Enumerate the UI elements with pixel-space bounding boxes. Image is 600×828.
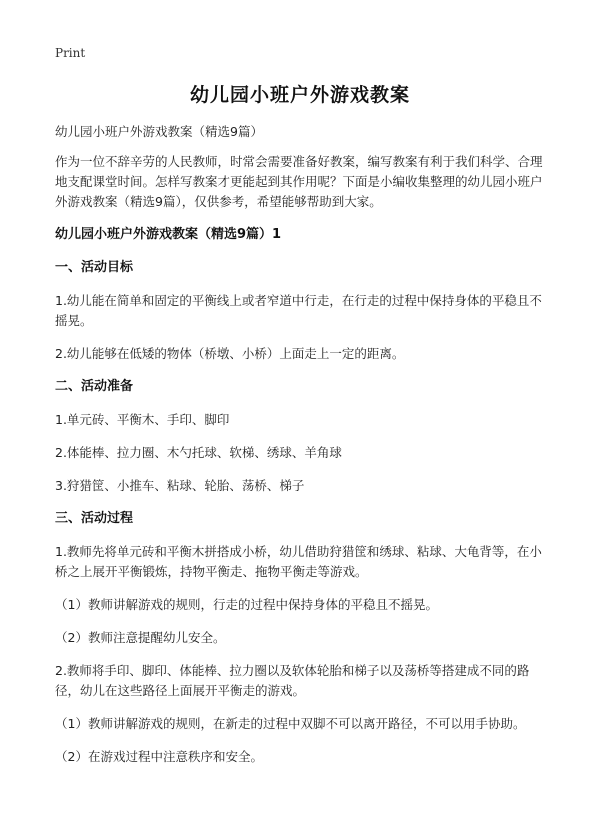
- process-step-1: 1.教师先将单元砖和平衡木拼搭成小桥，幼儿借助狩猎筐和绣球、粘球、大龟背等，在小桥之上展开平衡锻炼，持物平衡走、拖物平衡走等游戏。: [55, 544, 542, 579]
- process-step-2-safety: （2）在游戏过程中注意秩序和安全。: [55, 749, 263, 764]
- prep-item: 1.单元砖、平衡木、手印、脚印: [55, 412, 230, 427]
- document-subtitle: 幼儿园小班户外游戏教案（精选9篇）: [55, 124, 263, 139]
- section-title: 幼儿园小班户外游戏教案（精选9篇）1: [55, 227, 282, 242]
- prep-item: 2.体能棒、拉力圈、木勺托球、软梯、绣球、羊角球: [55, 445, 342, 460]
- intro-paragraph: 作为一位不辞辛劳的人民教师，时常会需要准备好教案，编写教案有利于我们科学、合理地支配课堂时间。怎样写教案才更能起到其作用呢？下面是小编收集整理的幼儿园小班户外游戏教案（精选9篇），仅供参考，希望能够帮助到大家。: [55, 154, 543, 209]
- process-step-2: 2.教师将手印、脚印、体能棒、拉力圈以及软体轮胎和梯子以及荡桥等搭建成不同的路径，幼儿在这些路径上面展开平衡走的游戏。: [55, 663, 530, 698]
- document-body: [55, 122, 547, 780]
- process-step-1-rule: （1）教师讲解游戏的规则，行走的过程中保持身体的平稳且不摇晃。: [55, 597, 438, 612]
- process-heading: 三、活动过程: [55, 511, 134, 526]
- goals-heading: 一、活动目标: [55, 260, 134, 275]
- page-title: 幼儿园小班户外游戏教案: [189, 84, 410, 106]
- prep-item: 3.狩猎筐、小推车、粘球、轮胎、荡桥、梯子: [55, 478, 305, 493]
- prep-heading: 二、活动准备: [55, 379, 134, 394]
- goal-item: 1.幼儿能在简单和固定的平衡线上或者窄道中行走，在行走的过程中保持身体的平稳且不摇晃。: [55, 293, 542, 328]
- goal-item: 2.幼儿能够在低矮的物体（桥墩、小桥）上面走上一定的距离。: [55, 346, 405, 361]
- process-step-2-rule: （1）教师讲解游戏的规则，在新走的过程中双脚不可以离开路径，不可以用手协助。: [55, 716, 526, 731]
- print-link[interactable]: Print: [55, 46, 86, 60]
- process-step-1-safety: （2）教师注意提醒幼儿安全。: [55, 630, 226, 645]
